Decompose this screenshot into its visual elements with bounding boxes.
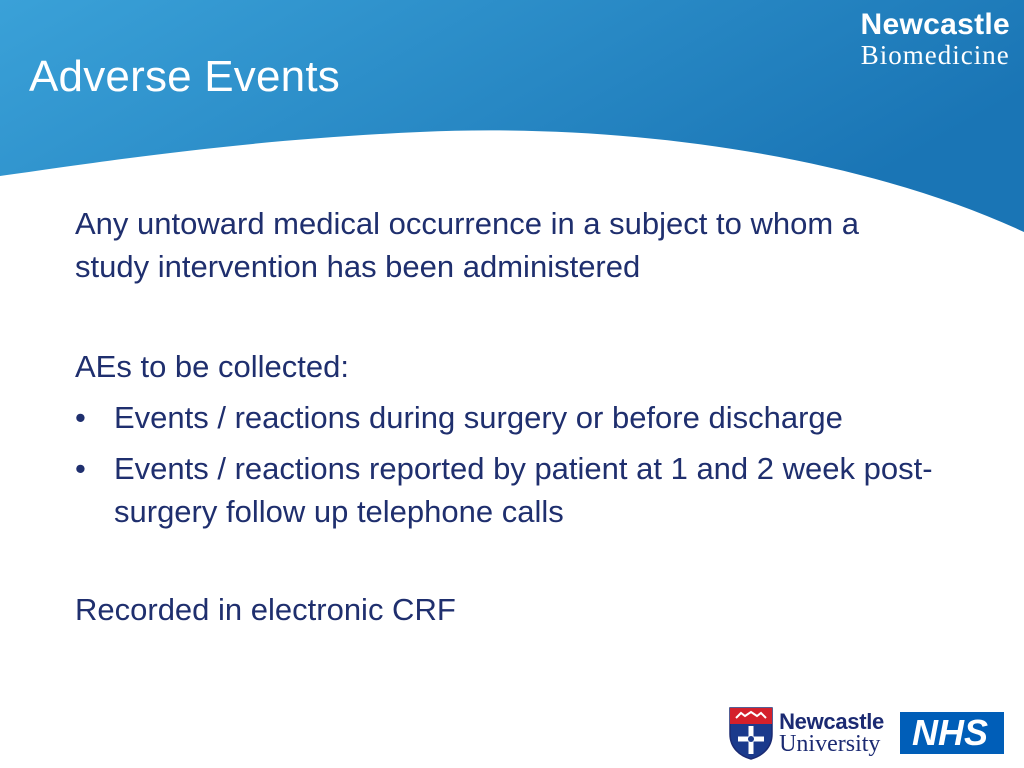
ae-collection-list [75,396,935,533]
list-item [75,447,935,533]
university-name: Newcastle [779,709,884,734]
recording-note: Recorded in electronic CRF [75,592,456,627]
list-heading: AEs to be collected: [75,349,349,384]
brand-subtitle: Biomedicine [860,40,1010,70]
bullet-icon: • [75,451,86,486]
slide-body [75,202,935,631]
university-crest-icon [728,706,774,760]
nhs-logo: NHS [900,712,1004,754]
bullet-icon: • [75,400,86,435]
ae-definition: Any untoward medical occurrence in a subject to whom a study intervention has been administered [75,206,860,284]
list-item [75,396,935,439]
slide-title: Adverse Events [29,52,340,101]
newcastle-biomedicine-logo [861,8,1010,68]
university-subtitle: University [779,731,881,757]
footer-logos [728,706,1004,760]
brand-name: Newcastle [860,8,1010,41]
list-item-text: Events / reactions reported by patient at 1 and 2 week post-surgery follow up telephone calls [114,451,933,529]
list-item-text: Events / reactions during surgery or before discharge [114,400,843,435]
newcastle-university-logo [728,706,884,760]
